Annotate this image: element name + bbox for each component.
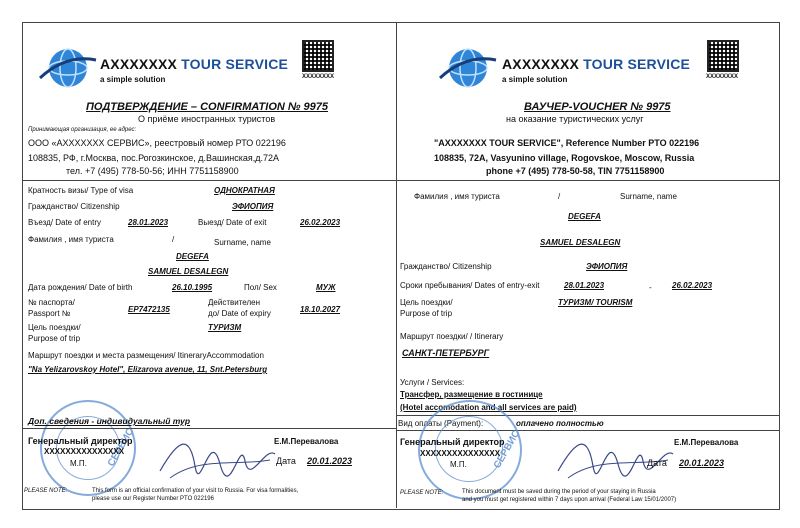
extra-info: Доп. сведения - индивидуальный тур [28, 416, 191, 426]
left-date-value: 20.01.2023 [307, 456, 353, 466]
exit-date-label: Выезд/ Date of exit [198, 218, 267, 227]
right-note-line1: This document must be saved during the period of your staying in Russia [462, 489, 656, 495]
payment-value: оплачено полностью [516, 419, 604, 428]
dob-label: Дата рождения/ Date of birth [28, 283, 133, 292]
left-qr-caption: XXXXXXXX [302, 74, 335, 80]
globe-icon [36, 44, 98, 90]
right-org-line2: 108835, 72A, Vasyunino village, Rogovskoe, Moscow, Russia [434, 153, 695, 163]
left-route-value: "Na Yelizarovskoy Hotel", Elizarova avenue, 11, Snt.Petersburg [28, 365, 268, 374]
left-route-label: Маршрут поездки и места размещения/ ItineraryAccommodation [28, 351, 264, 360]
right-org-line1: "AXXXXXXX TOUR SERVICE", Reference Number PTO 022196 [434, 138, 700, 148]
passport-value: EP7472135 [128, 305, 170, 314]
left-date-label: Дата [276, 456, 296, 466]
left-tagline: a simple solution [100, 75, 166, 84]
left-name-label-en: Surname, name [214, 238, 271, 247]
globe-icon [436, 44, 498, 90]
exit-date-value: 26.02.2023 [300, 218, 341, 227]
left-brand [100, 56, 288, 72]
left-name-slash: / [172, 235, 175, 244]
right-brand [502, 56, 690, 72]
expiry-label-ru: Действителен [208, 298, 261, 307]
passport-label-ru: № паспорта/ [28, 298, 75, 307]
right-given-name-value: SAMUEL DESALEGN [540, 238, 621, 247]
left-title: ПОДТВЕРЖДЕНИЕ – CONFIRMATION № 9975 [86, 101, 329, 113]
stay-dash: - [649, 283, 652, 292]
right-route-value: САНКТ-ПЕТЕРБУРГ [402, 348, 490, 358]
brand-prefix: AXXXXXXX [502, 56, 580, 72]
left-host-label: Принимающая организация, ее адрес: [28, 127, 137, 133]
left-subtitle: О приёме иностранных туристов [138, 114, 276, 124]
brand-suffix: TOUR SERVICE [181, 56, 289, 72]
right-mp-label: М.П. [450, 460, 467, 469]
right-name-slash: / [558, 192, 561, 201]
left-extra-rule [22, 428, 396, 429]
brand-suffix: TOUR SERVICE [583, 56, 691, 72]
left-note-line1: This form is an official confirmation of your visit to Russia. For visa formalities, [92, 488, 299, 494]
right-qr-code [707, 40, 739, 72]
left-purpose-label-en: Purpose of trip [28, 334, 81, 343]
entry-date-value: 28.01.2023 [128, 218, 169, 227]
right-director-stamp: XXXXXXXXXXXXXXX [420, 449, 501, 458]
right-date-value: 20.01.2023 [679, 458, 725, 468]
services-label: Услуги / Services: [400, 378, 465, 387]
right-purpose-value: ТУРИЗМ/ TOURISM [558, 298, 633, 307]
expiry-value: 18.10.2027 [300, 305, 341, 314]
sex-value: МУЖ [316, 283, 336, 292]
passport-label-en: Passport № [28, 309, 71, 318]
sex-label: Пол/ Sex [244, 283, 277, 292]
left-note-label: PLEASE NOTE: [24, 488, 68, 494]
stay-from-value: 28.01.2023 [564, 281, 605, 290]
stay-to-value: 26.02.2023 [672, 281, 713, 290]
entry-date-label: Въезд/ Date of entry [28, 218, 102, 227]
left-purpose-value: ТУРИЗМ [208, 323, 242, 332]
visa-type-value: ОДНОКРАТНАЯ [214, 186, 275, 195]
right-name-label: Фамилия , имя туриста [414, 192, 500, 201]
right-citizenship-label: Гражданство/ Citizenship [400, 262, 492, 271]
left-org-line3: тел. +7 (495) 778-50-56; ИНН 7751158900 [66, 166, 239, 176]
brand-prefix: AXXXXXXX [100, 56, 178, 72]
left-name-label: Фамилия , имя туриста [28, 235, 114, 244]
dob-value: 26.10.1995 [172, 283, 213, 292]
left-qr-code [302, 40, 334, 72]
right-qr-caption: XXXXXXXX [706, 74, 739, 80]
left-citizenship-value: ЭФИОПИЯ [232, 202, 274, 211]
right-note-label: PLEASE NOTE: [400, 490, 444, 496]
right-org-line3: phone +7 (495) 778-50-58, TIN 7751158900 [486, 166, 665, 176]
right-logo [436, 44, 498, 90]
payment-label: Вид оплаты (Payment): [398, 419, 484, 428]
left-surname-value: DEGEFA [176, 252, 209, 261]
left-director-label: Генеральный директор [28, 436, 133, 446]
service-line2: (Hotel accomodation and all services are paid) [400, 403, 577, 412]
right-note-line2: and you must get registered within 7 days upon arrival (Federal Law 15/01/2007) [462, 497, 677, 503]
right-citizenship-value: ЭФИОПИЯ [586, 262, 628, 271]
left-given-name-value: SAMUEL DESALEGN [148, 267, 229, 276]
right-director-label: Генеральный директор [400, 437, 505, 447]
left-org-line2: 108835, РФ, г.Москва, пос.Рогозкинское, д.Вашинская,д.72А [28, 153, 280, 163]
right-date-label: Дата [647, 458, 667, 468]
right-surname-value: DEGEFA [568, 212, 601, 221]
left-signature [150, 426, 280, 486]
service-line1: Трансфер, размещение в гостинице [400, 390, 543, 399]
right-purpose-label-en: Purpose of trip [400, 309, 453, 318]
right-title: ВАУЧЕР-VOUCHER № 9975 [524, 101, 671, 113]
right-director-name: Е.М.Перевалова [674, 438, 739, 447]
right-tagline: a simple solution [502, 75, 568, 84]
left-purpose-label-ru: Цель поездки/ [28, 323, 81, 332]
right-purpose-label-ru: Цель поездки/ [400, 298, 453, 307]
expiry-label-en: до/ Date of expiry [208, 309, 271, 318]
header-divider [22, 180, 779, 181]
right-subtitle: на оказание туристических услуг [506, 114, 644, 124]
left-citizenship-label: Гражданство/ Citizenship [28, 202, 120, 211]
right-route-label: Маршрут поездки/ / Itinerary [400, 332, 504, 341]
left-logo [36, 44, 98, 90]
left-director-stamp: XXXXXXXXXXXXXXX [44, 447, 125, 456]
right-name-label-en: Surname, name [620, 192, 677, 201]
stay-label: Сроки пребывания/ Dates of entry-exit [400, 281, 540, 290]
left-note-line2: please use our Register Number PTO 022196 [92, 496, 214, 502]
stamp-text: СЕРВИС [105, 426, 137, 469]
left-org-line1: ООО «AXXXXXXX СЕРВИС», реестровый номер РТО 022196 [28, 138, 286, 148]
right-signature [548, 426, 678, 486]
stamp-text: СЕРВИС [491, 428, 523, 471]
left-mp-label: М.П. [70, 459, 87, 468]
column-divider [396, 22, 397, 508]
visa-type-label: Кратность визы/ Type of visa [28, 186, 134, 195]
left-director-name: Е.М.Перевалова [274, 437, 339, 446]
